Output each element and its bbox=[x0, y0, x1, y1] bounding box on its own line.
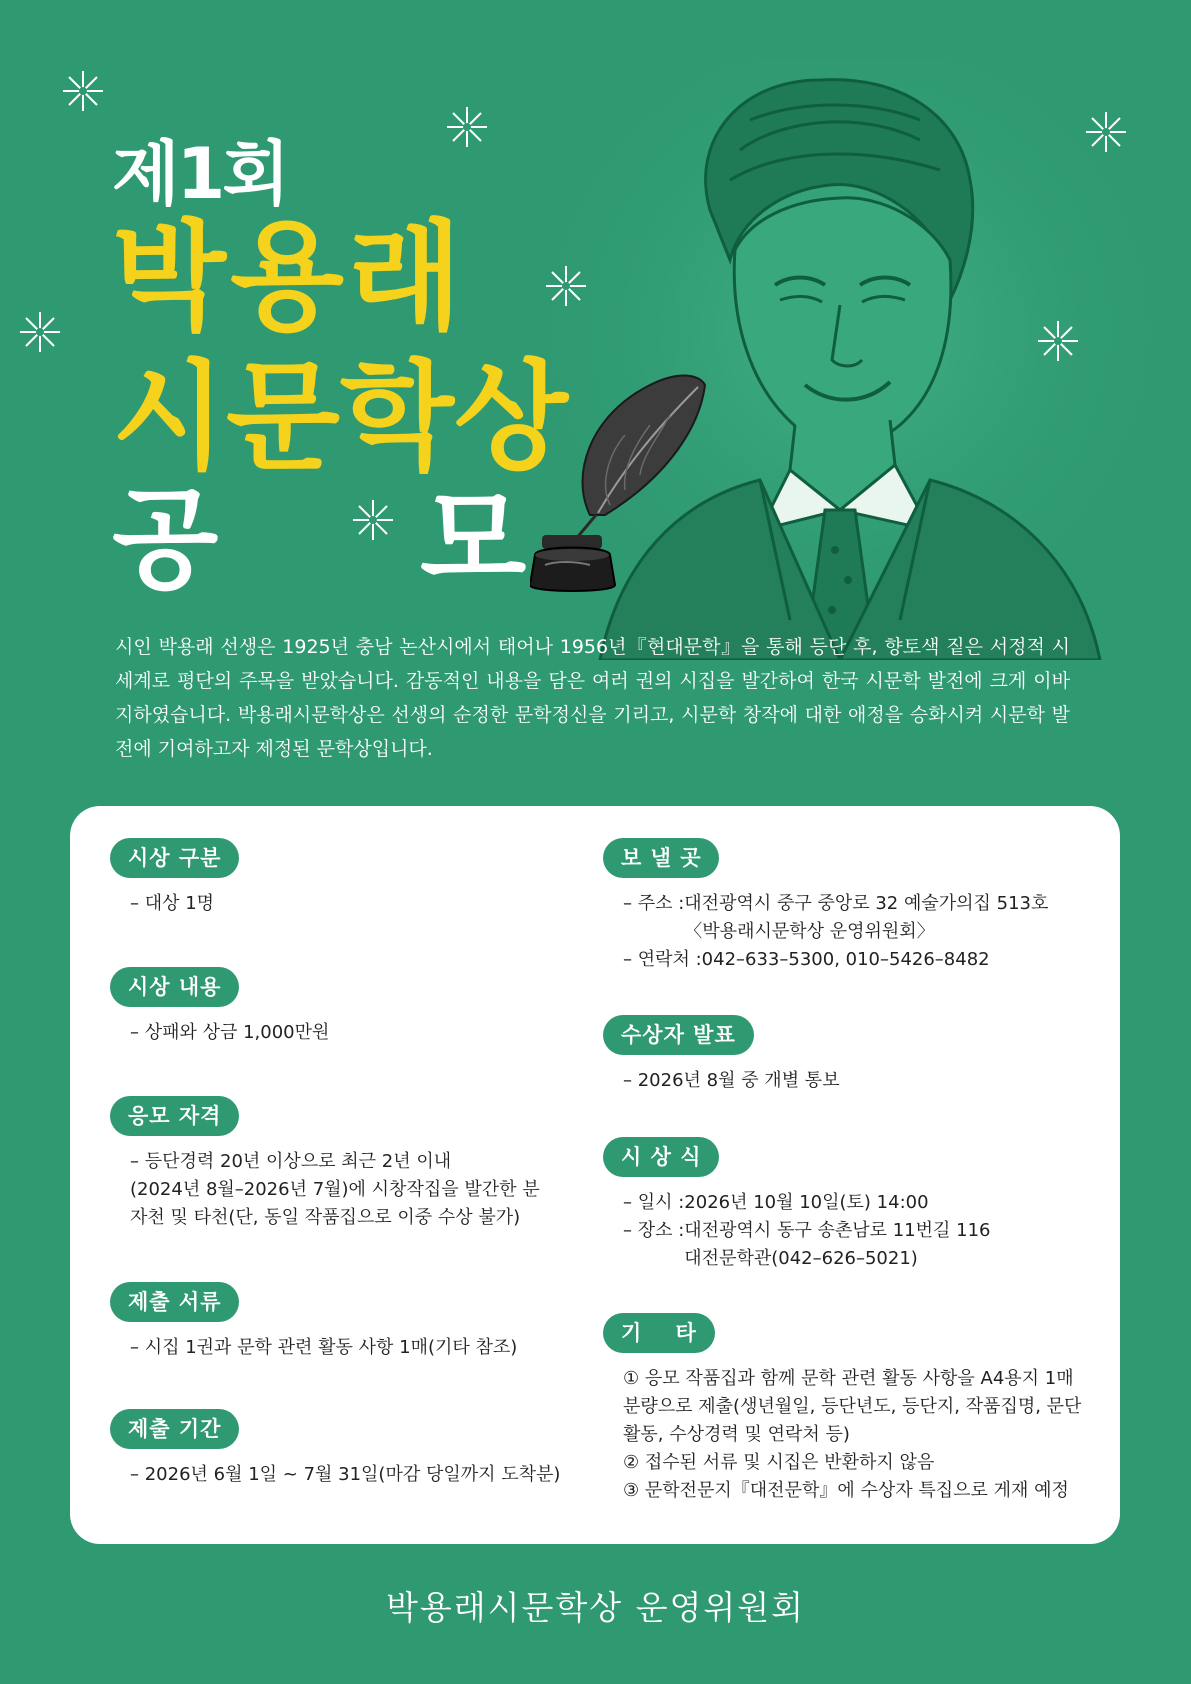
detail-line: – 등단경력 20년 이상으로 최근 2년 이내 bbox=[130, 1151, 452, 1172]
detail-line: 활동, 수상경력 및 연락처 등) bbox=[623, 1424, 850, 1445]
section-title: 시 상 식 bbox=[603, 1137, 719, 1177]
section-title: 제출 서류 bbox=[110, 1282, 239, 1322]
section-send-to bbox=[603, 838, 1048, 974]
section-eligibility bbox=[110, 1096, 540, 1232]
section-announcement bbox=[603, 1015, 840, 1095]
section-category bbox=[110, 838, 239, 918]
organizer-footer: 박용래시문학상 운영위원회 bbox=[385, 1588, 806, 1627]
address-line-2: 〈박용래시문학상 운영위원회〉 bbox=[684, 921, 935, 942]
detail-line: – 2026년 6월 1일 ~ 7월 31일(마감 당일까지 도착분) bbox=[130, 1464, 561, 1485]
sparkle-icon bbox=[1035, 318, 1081, 364]
detail-line: 자천 및 타천(단, 동일 작품집으로 이중 수상 불가) bbox=[130, 1207, 521, 1228]
detail-line: – 2026년 8월 중 개별 통보 bbox=[623, 1070, 840, 1091]
intro-paragraph: 시인 박용래 선생은 1925년 충남 논산시에서 태어나 1956년『현대문학』을 통해 등단 후, 향토색 짙은 서정적 시 세계로 평단의 주목을 받았습니다. 감동적인 내용을 담은 여러 권의 시집을 발간하여 한국 시문학 발전에 크게 이바지하였습니다. 박용래시문학상은 선생의 순정한 문학정신을 기리고, 시문학 창작에 대한 애정을 승화시켜 시문학 발전에 기여하고자 제정된 문학상입니다. bbox=[115, 636, 1070, 760]
gong-character: 공 bbox=[112, 476, 219, 604]
section-award bbox=[110, 967, 329, 1047]
place-label: – 장소 : bbox=[623, 1220, 685, 1241]
quill-inkpot-icon bbox=[530, 365, 720, 595]
contact-label: – 연락처 : bbox=[623, 949, 702, 970]
section-documents bbox=[110, 1282, 517, 1362]
section-title: 수상자 발표 bbox=[603, 1015, 754, 1055]
sparkle-icon bbox=[350, 497, 396, 543]
section-title: 응모 자격 bbox=[110, 1096, 239, 1136]
award-title-line-2: 시문학상 bbox=[112, 348, 568, 486]
detail-line: ① 응모 작품집과 함께 문학 관련 활동 사항을 A4용지 1매 bbox=[623, 1368, 1074, 1389]
place-value bbox=[684, 1217, 990, 1273]
sparkle-icon bbox=[17, 309, 63, 355]
place-line-1: 대전광역시 동구 송촌남로 11번길 116 bbox=[684, 1220, 991, 1241]
section-title: 제출 기간 bbox=[110, 1409, 239, 1449]
sparkle-icon bbox=[444, 104, 490, 150]
date-label: – 일시 : bbox=[623, 1192, 685, 1213]
section-etc bbox=[603, 1313, 1081, 1505]
detail-line: 분량으로 제출(생년월일, 등단년도, 등단지, 작품집명, 문단 bbox=[623, 1396, 1082, 1417]
address-value bbox=[684, 890, 1048, 946]
award-title-line-1: 박용래 bbox=[112, 208, 466, 346]
address-label: – 주소 : bbox=[623, 893, 685, 914]
detail-line: ② 접수된 서류 및 시집은 반환하지 않음 bbox=[623, 1452, 935, 1473]
address-line-1: 대전광역시 중구 중앙로 32 예술가의집 513호 bbox=[684, 893, 1049, 914]
sparkle-icon bbox=[1083, 109, 1129, 155]
sparkle-icon bbox=[60, 68, 106, 114]
date-value: 2026년 10월 10일(토) 14:00 bbox=[684, 1192, 929, 1213]
detail-line: – 시집 1권과 문학 관련 활동 사항 1매(기타 참조) bbox=[130, 1337, 518, 1358]
section-title: 시상 내용 bbox=[110, 967, 239, 1007]
detail-line: (2024년 8월–2026년 7월)에 시창작집을 발간한 분 bbox=[130, 1179, 540, 1200]
contact-value: 042–633–5300, 010–5426–8482 bbox=[701, 949, 990, 970]
place-line-2: 대전문학관(042–626–5021) bbox=[684, 1248, 918, 1269]
section-ceremony bbox=[603, 1137, 991, 1273]
detail-line: ③ 문학전문지『대전문학』에 수상자 특집으로 게재 예정 bbox=[623, 1480, 1069, 1501]
details-card bbox=[70, 806, 1120, 1544]
edition-label: 제1회 bbox=[112, 133, 287, 215]
sparkle-icon bbox=[543, 263, 589, 309]
mo-character: 모 bbox=[420, 476, 527, 604]
section-title: 시상 구분 bbox=[110, 838, 239, 878]
section-title: 보 낼 곳 bbox=[603, 838, 719, 878]
section-title: 기 타 bbox=[603, 1313, 715, 1353]
detail-line: – 대상 1명 bbox=[130, 893, 215, 914]
detail-line: – 상패와 상금 1,000만원 bbox=[130, 1022, 330, 1043]
section-period bbox=[110, 1409, 560, 1489]
